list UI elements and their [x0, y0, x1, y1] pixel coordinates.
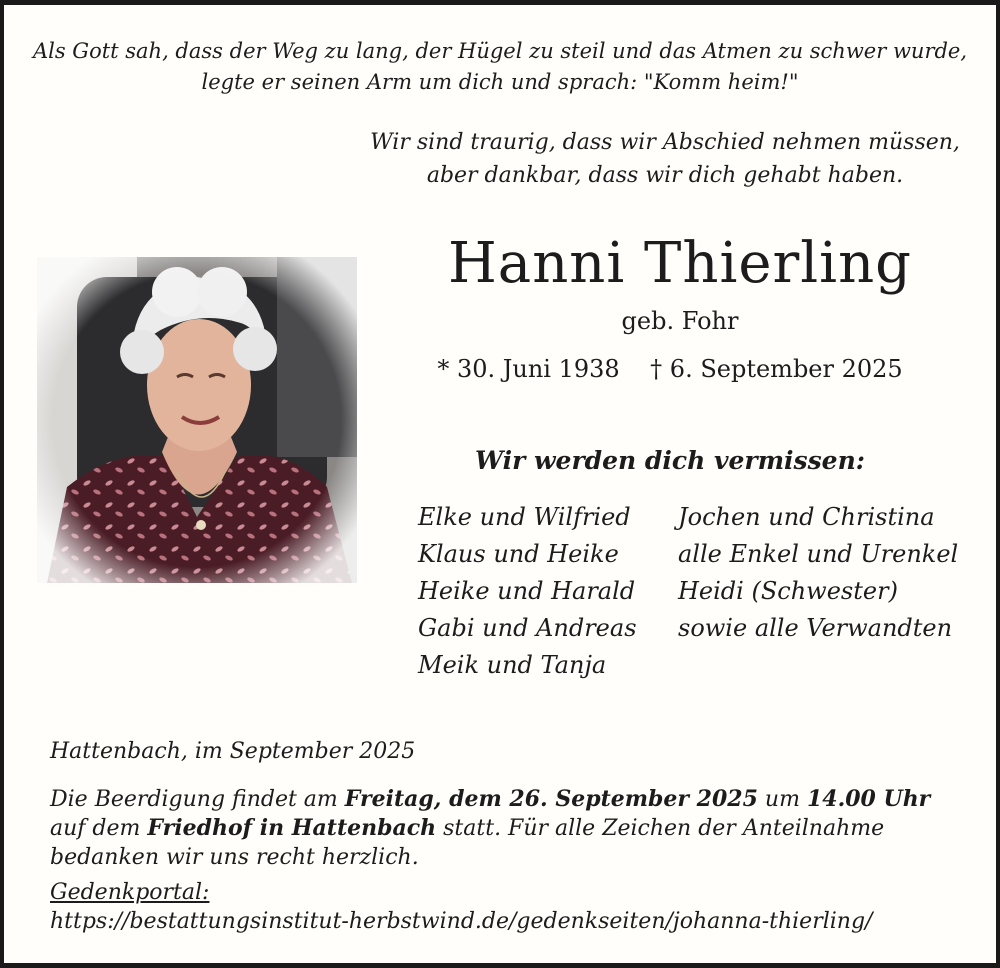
mourner-item: Meik und Tanja: [418, 651, 607, 679]
maiden-name: geb. Fohr: [621, 307, 739, 335]
mourner-item: Heike und Harald: [418, 577, 636, 605]
verse-line-1: Wir sind traurig, dass wir Abschied nehmen müssen,: [370, 130, 960, 155]
funeral-notice: [50, 785, 970, 872]
funeral-time: 14.00 Uhr: [806, 786, 931, 812]
funeral-line-1: [50, 785, 970, 814]
portrait-photo-icon: [37, 257, 357, 583]
funeral-text: ,: [433, 786, 450, 812]
funeral-text: statt. Für alle Zeichen der Anteilnahme: [436, 816, 885, 841]
mourner-item: alle Enkel und Urenkel: [678, 540, 959, 568]
mourner-item: Elke und Wilfried: [418, 503, 631, 531]
mourner-item: sowie alle Verwandten: [678, 614, 953, 642]
mourner-item: Gabi und Andreas: [418, 614, 637, 642]
funeral-line-3: bedanken wir uns recht herzlich.: [50, 845, 419, 870]
portal-url-link[interactable]: https://bestattungsinstitut-herbstwind.de/gedenkseiten/johanna-thierling/: [50, 909, 873, 934]
opening-quote: [0, 36, 1000, 98]
life-dates: [420, 353, 920, 385]
funeral-date: dem 26. September 2025: [449, 786, 758, 812]
funeral-line-2: [50, 814, 970, 843]
death-date: † 6. September 2025: [650, 355, 903, 383]
mourner-item: Heidi (Schwester): [678, 577, 898, 605]
place-date: Hattenbach, im September 2025: [50, 739, 416, 764]
mourner-item: Jochen und Christina: [678, 503, 935, 531]
mourners-heading: Wir werden dich vermissen:: [475, 446, 865, 475]
portrait-photo: [37, 257, 357, 583]
funeral-text: auf dem: [50, 816, 148, 841]
verse: [360, 126, 970, 192]
funeral-text: Die Beerdigung findet am: [50, 787, 345, 812]
funeral-location: Friedhof in Hattenbach: [147, 815, 437, 841]
quote-line-2: legte er seinen Arm um dich und sprach: "Komm heim!": [201, 70, 799, 94]
quote-line-1: Als Gott sah, dass der Weg zu lang, der Hügel zu steil und das Atmen zu schwer wurde,: [32, 39, 968, 63]
mourners-column-2: [678, 499, 958, 647]
mourner-item: Klaus und Heike: [418, 540, 619, 568]
birth-date: * 30. Juni 1938: [437, 355, 620, 383]
funeral-day: Freitag: [344, 786, 434, 812]
verse-line-2: aber dankbar, dass wir dich gehabt haben.: [426, 163, 904, 188]
mourners-column-1: [418, 499, 637, 684]
deceased-name: Hanni Thierling: [447, 231, 913, 296]
funeral-text: um: [757, 787, 807, 812]
portal-label: Gedenkportal:: [50, 880, 210, 905]
